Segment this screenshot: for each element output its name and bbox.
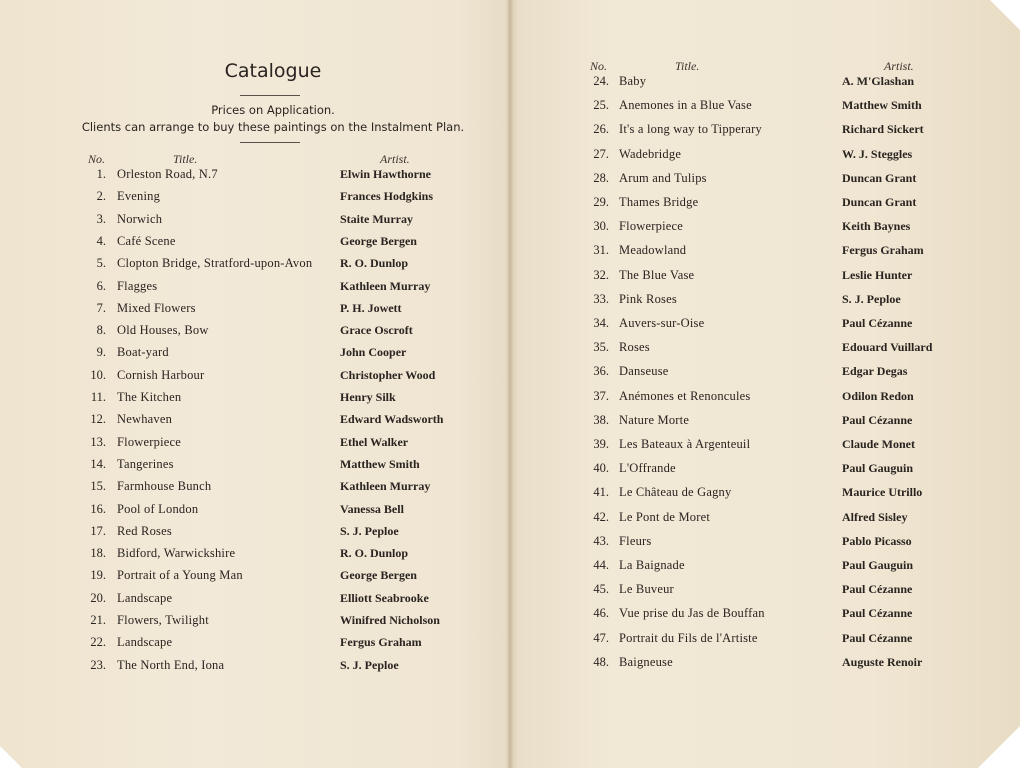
entry-artist: Frances Hodgkins <box>340 189 434 204</box>
entry-number: 20. <box>90 590 106 605</box>
col-title-header: Title. <box>173 152 198 166</box>
entry-artist: Kathleen Murray <box>340 278 431 293</box>
entry-number: 37. <box>593 388 609 403</box>
entry-title: L'Offrande <box>619 461 676 476</box>
entry-title: Pink Roses <box>619 291 677 306</box>
entry-title: Fleurs <box>619 533 652 548</box>
table-row <box>0 234 508 250</box>
entry-number: 17. <box>90 523 106 538</box>
table-row <box>512 74 1020 90</box>
entry-number: 39. <box>593 437 609 451</box>
entry-number: 1. <box>96 167 106 181</box>
entry-artist: R. O. Dunlop <box>340 256 409 271</box>
entry-artist: Duncan Grant <box>842 195 917 209</box>
table-row <box>0 323 508 339</box>
table-row <box>512 364 1020 380</box>
col-artist-header: Artist. <box>884 59 914 73</box>
entry-number: 2. <box>96 189 106 204</box>
entry-artist: Auguste Renoir <box>842 654 923 669</box>
table-row <box>512 268 1020 284</box>
entry-number: 34. <box>593 316 609 330</box>
col-no-header: No. <box>88 152 106 166</box>
table-row <box>0 658 508 674</box>
entry-title: Thames Bridge <box>619 195 699 209</box>
entry-artist: Kathleen Murray <box>340 479 431 494</box>
table-row <box>0 189 508 205</box>
entry-artist: Claude Monet <box>842 437 915 451</box>
entry-artist: Edward Wadsworth <box>340 412 444 427</box>
table-row <box>512 655 1020 671</box>
entry-artist: S. J. Peploe <box>340 523 399 538</box>
entry-number: 30. <box>593 219 609 234</box>
entry-number: 29. <box>593 195 609 209</box>
entry-number: 5. <box>96 256 106 271</box>
entry-number: 42. <box>593 509 609 524</box>
entry-number: 47. <box>593 630 609 645</box>
subheading-rule <box>240 142 300 143</box>
entry-title: Le Pont de Moret <box>619 509 711 524</box>
entry-artist: Elwin Hawthorne <box>340 167 432 181</box>
entry-artist: Paul Cézanne <box>842 412 913 427</box>
entry-number: 45. <box>593 582 609 597</box>
entry-title: Flowers, Twilight <box>117 613 209 627</box>
entry-number: 26. <box>593 122 609 137</box>
left-page <box>0 0 508 768</box>
entry-number: 13. <box>90 434 106 449</box>
entry-title: Baby <box>619 74 647 88</box>
entry-number: 48. <box>593 654 609 669</box>
table-row <box>0 457 508 473</box>
entry-artist: Edouard Vuillard <box>842 340 933 355</box>
entry-title: Arum and Tulips <box>619 170 707 185</box>
table-row <box>0 568 508 584</box>
entry-title: Roses <box>619 340 650 355</box>
entry-artist: Paul Cézanne <box>842 316 913 330</box>
table-row <box>0 167 508 183</box>
table-row <box>512 316 1020 332</box>
entry-number: 11. <box>90 390 106 404</box>
entry-number: 9. <box>96 345 106 360</box>
entry-artist: R. O. Dunlop <box>340 546 409 561</box>
table-row <box>0 524 508 540</box>
entry-title: Tangerines <box>117 456 174 471</box>
entry-artist: George Bergen <box>340 233 417 248</box>
table-row <box>512 534 1020 550</box>
table-row <box>0 345 508 361</box>
entry-title: Vue prise du Jas de Bouffan <box>619 606 765 621</box>
entry-artist: Elliott Seabrooke <box>340 590 429 605</box>
entry-title: Landscape <box>117 635 173 650</box>
entry-title: Nature Morte <box>619 412 690 427</box>
table-row <box>512 340 1020 356</box>
entry-artist: S. J. Peploe <box>340 657 399 672</box>
table-row <box>0 479 508 495</box>
entry-title: Portrait du Fils de l'Artiste <box>619 630 758 645</box>
table-row <box>0 613 508 629</box>
table-row <box>0 301 508 317</box>
entry-title: Evening <box>117 189 161 204</box>
entry-number: 38. <box>593 412 609 427</box>
entry-number: 27. <box>593 146 609 161</box>
entry-number: 19. <box>90 568 106 583</box>
col-no-header: No. <box>590 59 608 73</box>
table-row <box>512 147 1020 163</box>
table-row <box>0 546 508 562</box>
table-row <box>512 485 1020 501</box>
table-row <box>0 279 508 295</box>
entry-artist: Pablo Picasso <box>842 533 912 548</box>
instalment-line: Clients can arrange to buy these paintings on the Instalment Plan. <box>81 120 465 134</box>
catalogue-heading: Catalogue <box>224 60 322 82</box>
table-row <box>0 412 508 428</box>
entry-number: 18. <box>90 546 106 561</box>
entry-number: 22. <box>90 635 106 650</box>
entry-number: 10. <box>90 367 106 382</box>
table-row <box>512 219 1020 235</box>
table-row <box>512 461 1020 477</box>
entry-number: 4. <box>96 233 106 248</box>
table-row <box>512 437 1020 453</box>
entry-artist: Richard Sickert <box>842 122 924 137</box>
entry-title: Old Houses, Bow <box>117 323 209 338</box>
table-row <box>512 98 1020 114</box>
entry-number: 46. <box>593 606 609 621</box>
entry-artist: Alfred Sisley <box>842 509 908 524</box>
entry-title: Landscape <box>117 590 173 605</box>
entry-title: The Blue Vase <box>619 267 695 282</box>
entry-title: Clopton Bridge, Stratford-upon-Avon <box>117 256 313 271</box>
entry-title: Boat-yard <box>117 345 169 360</box>
table-row <box>0 368 508 384</box>
entry-title: The Kitchen <box>117 390 182 404</box>
table-row <box>512 171 1020 187</box>
entry-artist: Fergus Graham <box>340 635 422 650</box>
entry-title: Bidford, Warwickshire <box>117 546 236 561</box>
entry-title: Anémones et Renoncules <box>619 388 751 403</box>
entry-number: 24. <box>593 74 609 88</box>
table-row <box>512 122 1020 138</box>
entry-number: 8. <box>96 323 106 338</box>
table-row <box>0 635 508 651</box>
entry-title: Flagges <box>117 278 158 293</box>
entry-title: Meadowland <box>619 243 687 258</box>
entry-artist: Matthew Smith <box>340 456 420 471</box>
entry-title: Cornish Harbour <box>117 367 205 382</box>
heading-rule <box>240 95 300 96</box>
col-title-header: Title. <box>675 59 700 73</box>
entry-title: Anemones in a Blue Vase <box>619 98 752 113</box>
entry-title: Farmhouse Bunch <box>117 479 212 494</box>
entry-artist: Matthew Smith <box>842 98 922 113</box>
entry-artist: John Cooper <box>340 345 407 360</box>
entry-artist: Leslie Hunter <box>842 267 913 282</box>
entry-artist: S. J. Peploe <box>842 291 901 306</box>
entry-artist: Christopher Wood <box>340 367 436 382</box>
entry-title: Orleston Road, N.7 <box>117 167 218 181</box>
entry-artist: W. J. Steggles <box>842 146 913 161</box>
entry-artist: Paul Cézanne <box>842 630 913 645</box>
entry-number: 14. <box>90 456 106 471</box>
entry-artist: Odilon Redon <box>842 388 914 403</box>
table-row <box>512 292 1020 308</box>
entry-number: 28. <box>593 170 609 185</box>
table-row <box>512 389 1020 405</box>
entry-title: Auvers-sur-Oise <box>619 316 705 330</box>
entry-title: Baigneuse <box>619 654 673 669</box>
table-row <box>0 256 508 272</box>
entry-title: Le Buveur <box>619 582 674 597</box>
table-row <box>0 435 508 451</box>
entry-artist: Ethel Walker <box>340 434 409 449</box>
entry-title: The North End, Iona <box>117 657 225 672</box>
entry-artist: Maurice Utrillo <box>842 485 923 500</box>
table-row <box>0 212 508 228</box>
entry-title: Danseuse <box>619 364 669 379</box>
entry-artist: Henry Silk <box>340 390 396 404</box>
prices-line: Prices on Application. <box>211 103 335 117</box>
entry-title: Le Château de Gagny <box>619 485 732 500</box>
entry-number: 35. <box>593 340 609 355</box>
entry-title: Newhaven <box>117 412 173 427</box>
entry-artist: Fergus Graham <box>842 243 924 258</box>
entry-title: Les Bateaux à Argenteuil <box>619 437 751 451</box>
entry-number: 40. <box>593 461 609 476</box>
right-page <box>512 0 1020 768</box>
table-row <box>512 510 1020 526</box>
entry-title: Red Roses <box>117 523 172 538</box>
entry-number: 25. <box>593 98 609 113</box>
entry-number: 15. <box>90 479 106 494</box>
entry-artist: Keith Baynes <box>842 219 911 234</box>
entry-number: 16. <box>90 501 106 516</box>
entry-title: La Baignade <box>619 558 685 572</box>
entry-artist: P. H. Jowett <box>340 300 402 315</box>
entry-artist: Paul Cézanne <box>842 582 913 597</box>
entry-title: Flowerpiece <box>117 434 181 449</box>
entry-number: 3. <box>96 211 106 226</box>
entry-number: 6. <box>96 278 106 293</box>
table-row <box>0 502 508 518</box>
entry-title: Norwich <box>117 211 163 226</box>
table-row <box>512 582 1020 598</box>
table-row <box>512 558 1020 574</box>
entry-number: 31. <box>593 243 609 258</box>
entry-artist: Vanessa Bell <box>340 501 404 516</box>
entry-title: It's a long way to Tipperary <box>619 122 762 137</box>
entry-number: 44. <box>593 558 609 572</box>
entry-title: Wadebridge <box>619 146 682 161</box>
entry-artist: A. M'Glashan <box>842 74 915 88</box>
entry-title: Mixed Flowers <box>117 300 196 315</box>
entry-number: 7. <box>96 300 106 315</box>
entry-artist: Edgar Degas <box>842 364 908 379</box>
entry-title: Pool of London <box>117 501 199 516</box>
table-row <box>0 591 508 607</box>
table-row <box>512 413 1020 429</box>
entry-title: Flowerpiece <box>619 219 683 234</box>
entry-title: Portrait of a Young Man <box>117 568 243 583</box>
table-row <box>512 243 1020 259</box>
entry-number: 41. <box>593 485 609 500</box>
entry-number: 21. <box>90 613 106 627</box>
entry-number: 36. <box>593 364 609 379</box>
table-row <box>512 631 1020 647</box>
entry-number: 43. <box>593 533 609 548</box>
entry-number: 33. <box>593 291 609 306</box>
table-row <box>0 390 508 406</box>
entry-artist: Duncan Grant <box>842 170 917 185</box>
entry-artist: George Bergen <box>340 568 417 583</box>
table-row <box>512 195 1020 211</box>
table-row <box>512 606 1020 622</box>
entry-title: Café Scene <box>117 233 176 248</box>
entry-artist: Grace Oscroft <box>340 323 413 338</box>
entry-artist: Paul Gauguin <box>842 558 914 572</box>
entry-artist: Paul Cézanne <box>842 606 913 621</box>
entry-number: 32. <box>593 267 609 282</box>
col-artist-header: Artist. <box>380 152 410 166</box>
entry-artist: Paul Gauguin <box>842 461 914 476</box>
entry-artist: Winifred Nicholson <box>340 613 440 627</box>
entry-artist: Staite Murray <box>340 211 413 226</box>
entry-number: 23. <box>90 657 106 672</box>
entry-number: 12. <box>90 412 106 427</box>
